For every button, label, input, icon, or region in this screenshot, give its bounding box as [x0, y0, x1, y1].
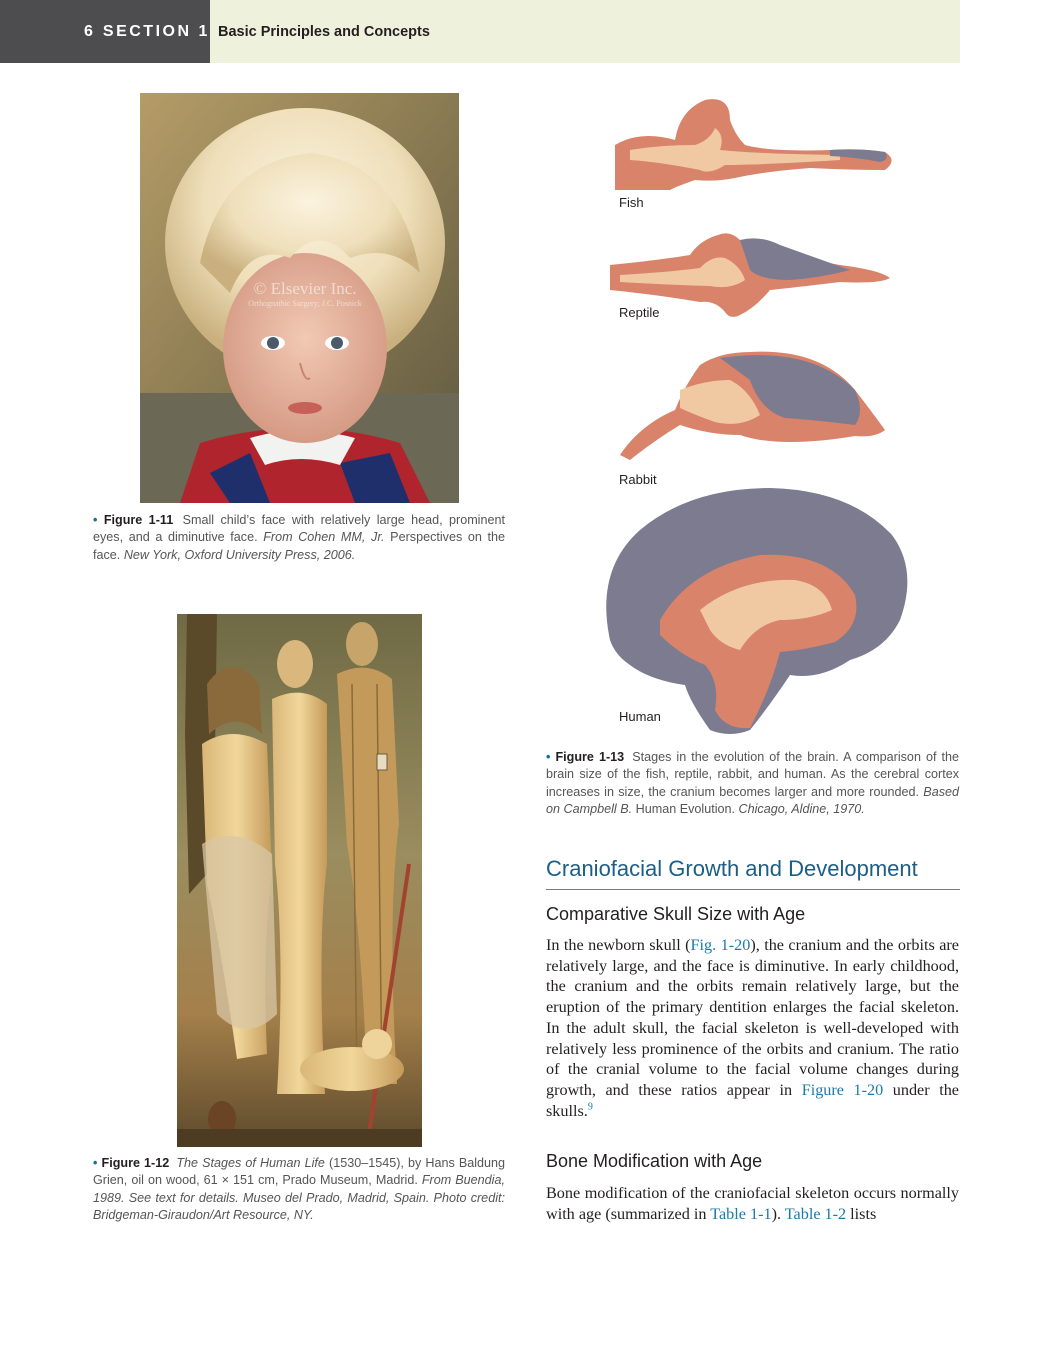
label-rabbit: Rabbit [619, 472, 657, 487]
link-figure-1-20[interactable]: Figure 1-20 [801, 1080, 884, 1099]
figure-1-12-caption [93, 1155, 505, 1224]
caption-bullet: • [546, 750, 551, 764]
rabbit-brain [620, 352, 885, 460]
figure-number: Figure 1-12 [101, 1156, 170, 1170]
label-fish: Fish [619, 195, 644, 210]
figure-1-11-caption [93, 512, 505, 564]
figure-1-13-diagram [600, 90, 920, 740]
paragraph-skull-size [546, 935, 959, 1121]
fish-brain [615, 99, 892, 190]
watermark [220, 279, 390, 308]
caption-credit-title: Human Evolution. [635, 801, 736, 816]
label-reptile: Reptile [619, 305, 660, 320]
caption-credit: From Cohen MM, Jr. [263, 530, 385, 545]
reference-superscript[interactable]: 9 [587, 1101, 593, 1113]
text-run: ). [771, 1204, 785, 1223]
link-fig-1-20[interactable]: Fig. 1-20 [690, 936, 751, 954]
figure-number: Figure 1-11 [103, 513, 174, 527]
caption-text: Stages in the evolution of the brain. A comparison of the brain size of the fish, reptile, rabbit, and human. As the cerebral cortex increases in size, the cranium becomes larger and more rounded. [546, 750, 960, 799]
text-run: under the skulls. [546, 1080, 959, 1120]
subheading-bone-modification: Bone Modification with Age [546, 1151, 763, 1171]
watermark-line-2: Orthognathic Surgery; J.C. Posnick [248, 299, 362, 308]
figure-1-13-caption [546, 749, 959, 818]
caption-credit-title: Perspectives on the face. [93, 530, 506, 562]
text-run: ), the cranium and the orbits are relatively large, and the face is diminutive. In early childhood, the cranium and the orbits remain relatively large, but the eruption of the primary dentition enlarges the facial skeleton. In the adult skull, the facial skeleton is well-developed with relatively less prominence of the orbits and cranium. The ratio of the cranial volume to the facial volume changes during growth, and these ratios appear in [546, 936, 959, 1099]
painting-title: The Stages of Human Life [176, 1156, 325, 1170]
running-header-section [0, 0, 210, 63]
caption-text: Small child’s face with relatively large head, prominent eyes, and a diminutive face. [93, 513, 505, 545]
page-number: 6 [84, 22, 93, 40]
caption-credit-publisher: Chicago, Aldine, 1970. [738, 801, 865, 816]
figure-number: Figure 1-13 [555, 750, 625, 764]
paragraph-bone-modification [546, 1183, 959, 1224]
caption-credit: Based on Campbell B. [546, 784, 960, 816]
chapter-title: Basic Principles and Concepts [218, 23, 430, 40]
figure-1-11-image [140, 93, 459, 503]
section-label: SECTION 1 [102, 22, 210, 40]
text-run: lists [846, 1204, 877, 1223]
human-brain [606, 488, 907, 734]
section-heading: Craniofacial Growth and Development [546, 856, 960, 890]
caption-credit: From Buendia, 1989. See text for details. Museo del Prado, Madrid, Spain. Photo credit: Bridgeman-Giraudon/Art Resource, NY. [93, 1173, 505, 1222]
caption-bullet: • [93, 513, 98, 527]
caption-credit-publisher: New York, Oxford University Press, 2006. [123, 547, 356, 562]
label-human: Human [619, 709, 661, 724]
link-table-1-1[interactable]: Table 1-1 [710, 1204, 772, 1223]
text-run: In the newborn skull ( [546, 936, 691, 954]
text-run: Bone modification of the craniofacial skeleton occurs normally with age (summarized in [546, 1184, 959, 1223]
watermark-line-1: © Elsevier Inc. [253, 279, 357, 298]
link-table-1-2[interactable]: Table 1-2 [784, 1204, 847, 1223]
running-header-title [210, 0, 960, 63]
subheading-skull-size: Comparative Skull Size with Age [546, 904, 806, 924]
caption-bullet: • [93, 1156, 98, 1170]
figure-1-12-image [177, 614, 422, 1147]
caption-text: (1530–1545), by Hans Baldung Grien, oil on wood, 61 × 151 cm, Prado Museum, Madrid. [93, 1156, 506, 1188]
